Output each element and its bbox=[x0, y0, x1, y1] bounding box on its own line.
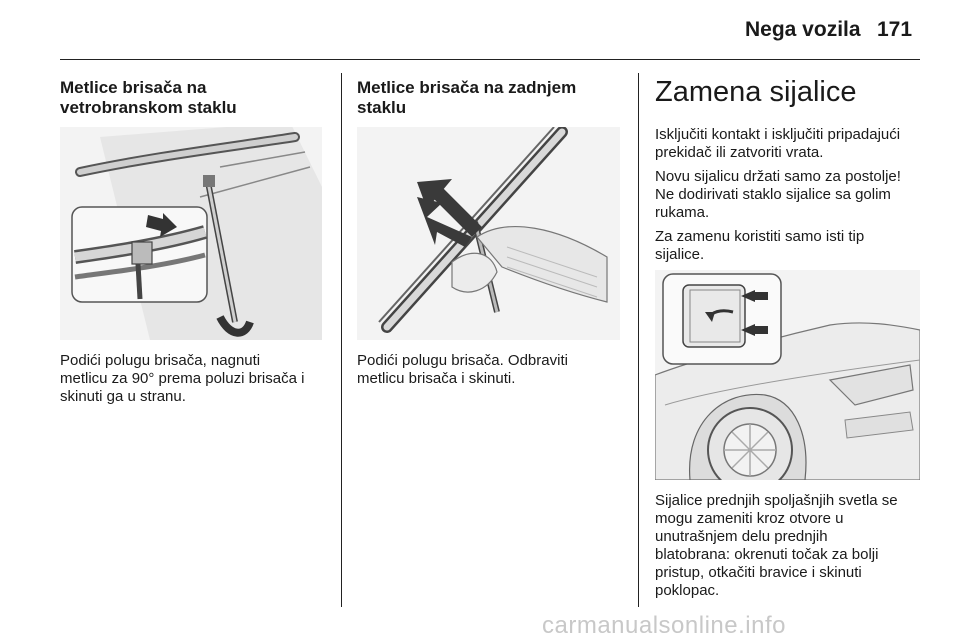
rear-wiper-text-line1: Podići polugu brisača. Odbraviti bbox=[357, 352, 568, 369]
rear-wiper-text-line2: metlicu brisača i skinuti. bbox=[357, 370, 516, 387]
bulb-para1-line1: Isključiti kontakt i isključiti pripadajući bbox=[655, 126, 901, 143]
bulb-para3-line1: Za zamenu koristiti samo isti tip bbox=[655, 228, 865, 245]
windshield-wiper-heading-line1: Metlice brisača na bbox=[60, 78, 207, 97]
bulb-para4-line2: mogu zameniti kroz otvore u bbox=[655, 510, 844, 527]
bulb-para2-line1: Novu sijalicu držati samo za postolje! bbox=[655, 168, 901, 185]
windshield-wiper-text-line3: skinuti ga u stranu. bbox=[60, 388, 186, 405]
headlamp-access-illustration bbox=[655, 270, 920, 480]
bulb-para4-line4: blatobrana: okrenuti točak za bolji bbox=[655, 546, 879, 563]
bulb-para4-line3: unutrašnjem delu prednjih bbox=[655, 528, 828, 545]
bulb-para4-line1: Sijalice prednjih spoljašnjih svetla se bbox=[655, 492, 898, 509]
windshield-wiper-text-line1: Podići polugu brisača, nagnuti bbox=[60, 352, 261, 369]
bulb-para2-line3: rukama. bbox=[655, 204, 710, 221]
bulb-para3-line2: sijalice. bbox=[655, 246, 705, 263]
column-divider-1 bbox=[341, 73, 342, 607]
windshield-wiper-heading-line2: vetrobranskom staklu bbox=[60, 98, 237, 117]
page-number: 171 bbox=[877, 18, 913, 41]
bulb-para1-line2: prekidač ili zatvoriti vrata. bbox=[655, 144, 824, 161]
bulb-para2-line2: Ne dodirivati staklo sijalice sa golim bbox=[655, 186, 891, 203]
bulb-para4-line5: pristup, otkačiti bravice i skinuti bbox=[655, 564, 862, 581]
column-divider-2 bbox=[638, 73, 639, 607]
header-rule bbox=[60, 59, 920, 60]
watermark: carmanualsonline.info bbox=[542, 612, 786, 639]
page-header bbox=[0, 0, 960, 60]
windshield-wiper-text-line2: metlicu za 90° prema poluzi brisača i bbox=[60, 370, 305, 387]
bulb-para4-line6: poklopac. bbox=[655, 582, 720, 599]
rear-wiper-heading-line1: Metlice brisača na zadnjem bbox=[357, 78, 577, 97]
windshield-wiper-illustration bbox=[60, 127, 322, 340]
rear-wiper-heading-line2: staklu bbox=[357, 98, 407, 117]
section-title: Nega vozila bbox=[745, 18, 861, 41]
bulb-replacement-heading: Zamena sijalice bbox=[655, 76, 857, 108]
rear-wiper-illustration bbox=[357, 127, 620, 340]
